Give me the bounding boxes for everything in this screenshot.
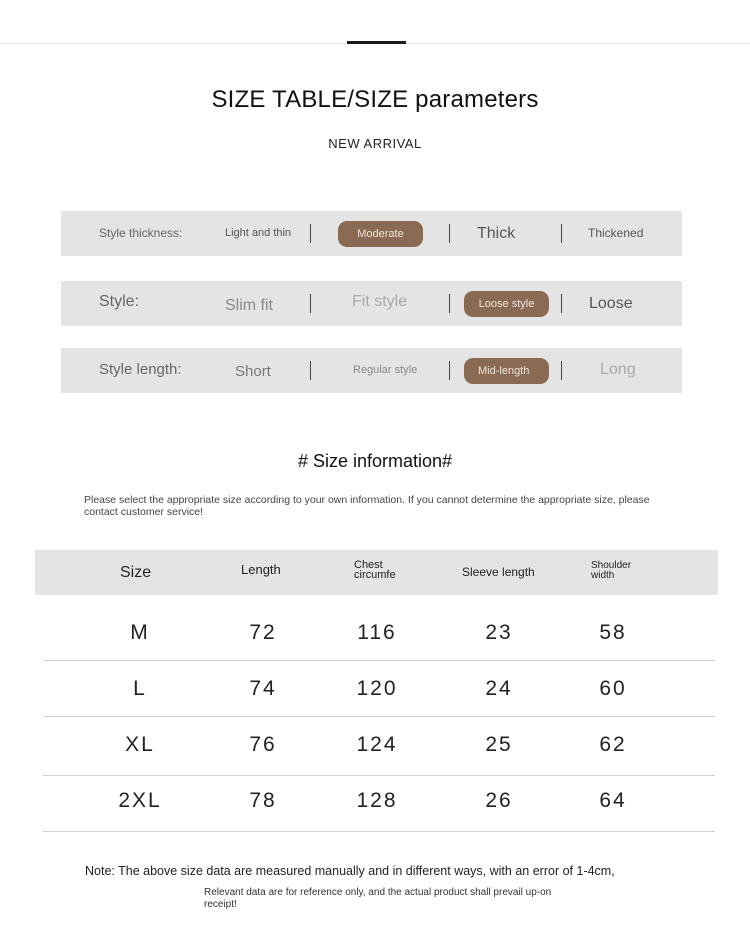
- table-row: [43, 605, 715, 661]
- cell-shoulder: 64: [599, 789, 627, 812]
- separator: [310, 224, 311, 243]
- style-fit-row: [61, 281, 682, 326]
- cell-chest: 128: [356, 789, 398, 812]
- header-length: Length: [241, 562, 281, 577]
- thickness-option-light: Light and thin: [225, 227, 292, 239]
- table-row: [43, 773, 715, 832]
- table-row: [43, 661, 715, 717]
- header-size: Size: [120, 564, 152, 581]
- cell-length: 76: [249, 733, 277, 756]
- cell-shoulder: 58: [599, 621, 627, 644]
- page-title: SIZE TABLE/SIZE parameters: [211, 86, 539, 113]
- cell-chest: 124: [356, 733, 398, 756]
- size-information-description: Please select the appropriate size according to your own information. If you cannot determine the appropriate size, please contact customer service!: [84, 494, 650, 518]
- thickness-option-thickened: Thickened: [588, 226, 644, 240]
- size-table-header: [35, 550, 718, 595]
- cell-sleeve: 25: [485, 733, 513, 756]
- length-option-regular: Regular style: [353, 364, 418, 376]
- separator: [310, 294, 311, 313]
- header-chest-circumference: Chest circumfe: [354, 560, 396, 581]
- top-accent-bar: [347, 41, 406, 44]
- style-option-slim-fit: Slim fit: [225, 297, 273, 314]
- style-length-row: [61, 348, 682, 393]
- cell-size: L: [133, 677, 147, 700]
- thickness-option-thick: Thick: [477, 225, 516, 242]
- page-subtitle: NEW ARRIVAL: [328, 136, 422, 151]
- cell-shoulder: 62: [599, 733, 627, 756]
- header-sleeve-length: Sleeve length: [462, 565, 535, 579]
- cell-length: 78: [249, 789, 277, 812]
- style-thickness-label: Style thickness:: [99, 226, 183, 240]
- separator: [449, 361, 450, 380]
- length-option-short: Short: [235, 363, 271, 380]
- length-option-mid-length-selected: Mid-length: [464, 358, 549, 384]
- row-divider: [43, 831, 715, 832]
- separator: [561, 294, 562, 313]
- style-thickness-row: [61, 211, 682, 256]
- separator: [561, 361, 562, 380]
- style-option-loose: Loose: [589, 295, 633, 312]
- cell-size: M: [130, 621, 150, 644]
- thickness-option-moderate-selected: Moderate: [338, 221, 423, 247]
- cell-sleeve: 26: [485, 789, 513, 812]
- table-row: [43, 717, 715, 776]
- separator: [449, 224, 450, 243]
- cell-shoulder: 60: [599, 677, 627, 700]
- reference-note: Relevant data are for reference only, and the actual product shall prevail up-on receipt!: [204, 887, 552, 910]
- cell-chest: 120: [356, 677, 398, 700]
- cell-length: 74: [249, 677, 277, 700]
- style-option-fit-style: Fit style: [352, 293, 408, 310]
- style-length-label: Style length:: [99, 361, 182, 378]
- cell-size: XL: [125, 733, 155, 756]
- separator: [449, 294, 450, 313]
- size-information-title: # Size information#: [297, 451, 453, 471]
- cell-sleeve: 24: [485, 677, 513, 700]
- style-option-loose-style-selected: Loose style: [464, 291, 549, 317]
- cell-size: 2XL: [118, 789, 162, 812]
- measurement-note: Note: The above size data are measured manually and in different ways, with an error of 1-4cm,: [85, 864, 615, 878]
- length-option-long: Long: [600, 361, 636, 378]
- style-fit-label: Style:: [99, 293, 140, 310]
- cell-chest: 116: [357, 621, 397, 644]
- cell-length: 72: [249, 621, 277, 644]
- cell-sleeve: 23: [485, 621, 513, 644]
- separator: [310, 361, 311, 380]
- header-shoulder-width: Shoulder width: [591, 560, 632, 581]
- separator: [561, 224, 562, 243]
